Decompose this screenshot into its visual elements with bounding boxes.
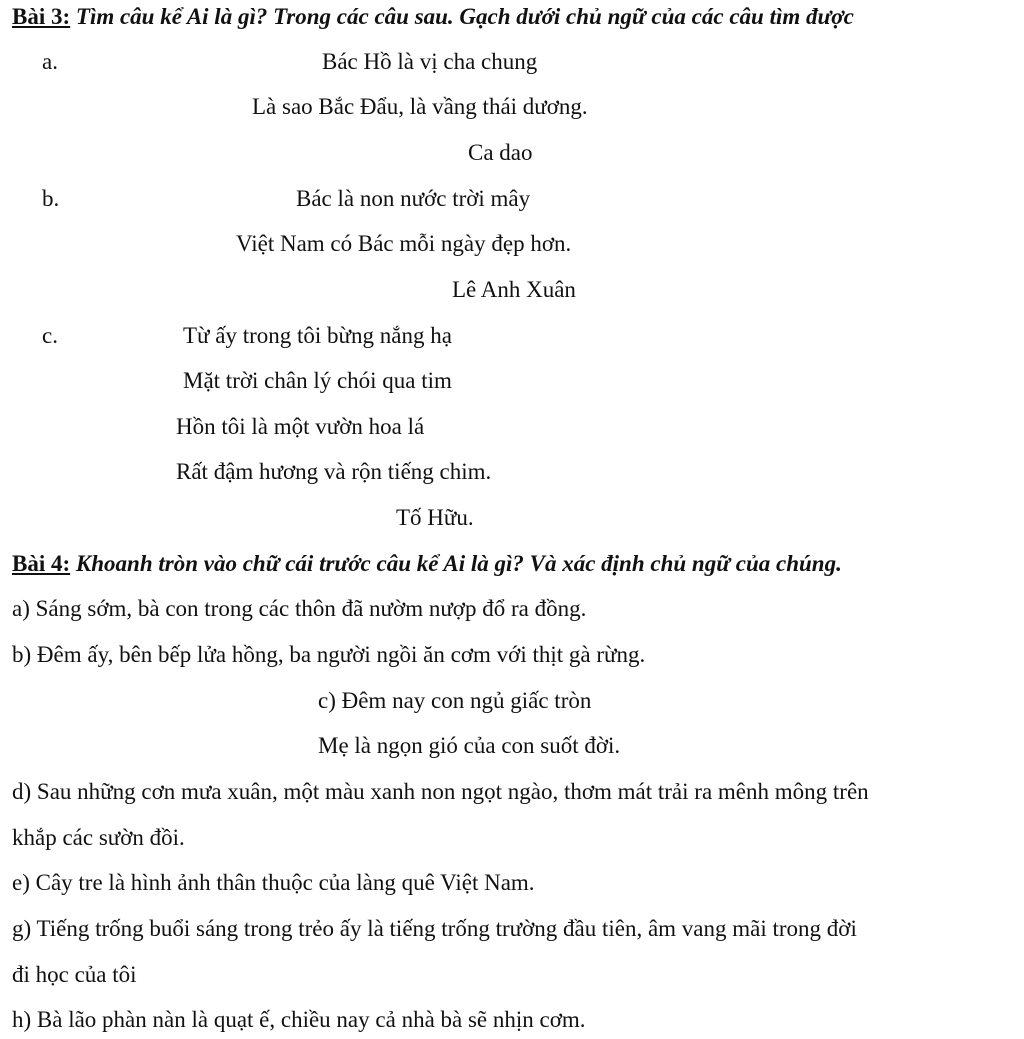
bai3-c-line3: Hồn tôi là một vườn hoa lá	[176, 414, 425, 439]
bai3-a-source: Ca dao	[468, 140, 533, 165]
bai3-a-line1: Bác Hồ là vị cha chung	[322, 49, 538, 74]
bai4-item-c-line2: Mẹ là ngọn gió của con suốt đời.	[318, 733, 621, 758]
bai3-instruction: Tìm câu kể Ai là gì? Trong các câu sau. Gạch dưới chủ ngữ của các câu tìm được	[70, 4, 854, 29]
bai4-label: Bài 4:	[12, 551, 71, 576]
bai3-a-line2: Là sao Bắc Đẩu, là vầng thái dương.	[252, 94, 588, 119]
bai4-item-d-line1: d) Sau những cơn mưa xuân, một màu xanh non ngọt ngào, thơm mát trải ra mênh mông trên	[12, 779, 869, 804]
bai3-b-source: Lê Anh Xuân	[452, 277, 576, 302]
bai3-c-line4: Rất đậm hương và rộn tiếng chim.	[176, 459, 492, 484]
bai3-heading	[12, 2, 854, 32]
bai3-c-marker: c.	[42, 323, 58, 348]
bai3-c-source: Tố Hữu.	[396, 505, 474, 530]
bai4-item-b: b) Đêm ấy, bên bếp lửa hồng, ba người ngồi ăn cơm với thịt gà rừng.	[12, 642, 646, 667]
bai3-b-marker: b.	[42, 186, 60, 211]
bai4-item-c-line1: c) Đêm nay con ngủ giấc tròn	[318, 688, 592, 713]
bai4-item-e: e) Cây tre là hình ảnh thân thuộc của làng quê Việt Nam.	[12, 870, 535, 895]
bai3-b-line2: Việt Nam có Bác mỗi ngày đẹp hơn.	[236, 231, 572, 256]
bai4-item-d-line2: khắp các sườn đồi.	[12, 825, 185, 850]
bai4-item-a: a) Sáng sớm, bà con trong các thôn đã nườm nượp đổ ra đồng.	[12, 596, 587, 621]
bai4-heading	[12, 549, 842, 579]
bai3-c-line1: Từ ấy trong tôi bừng nắng hạ	[183, 323, 452, 348]
bai4-item-g-line2: đi học của tôi	[12, 962, 137, 987]
bai4-item-h: h) Bà lão phàn nàn là quạt ế, chiều nay cả nhà bà sẽ nhịn cơm.	[12, 1007, 586, 1032]
bai4-item-g-line1: g) Tiếng trống buổi sáng trong trẻo ấy là tiếng trống trường đầu tiên, âm vang mãi trong đời	[12, 916, 857, 941]
bai3-label: Bài 3:	[12, 4, 71, 29]
bai3-a-marker: a.	[42, 49, 58, 74]
bai4-instruction: Khoanh tròn vào chữ cái trước câu kể Ai là gì? Và xác định chủ ngữ của chúng.	[70, 551, 842, 576]
bai3-b-line1: Bác là non nước trời mây	[296, 186, 531, 211]
bai3-c-line2: Mặt trời chân lý chói qua tim	[183, 368, 452, 393]
